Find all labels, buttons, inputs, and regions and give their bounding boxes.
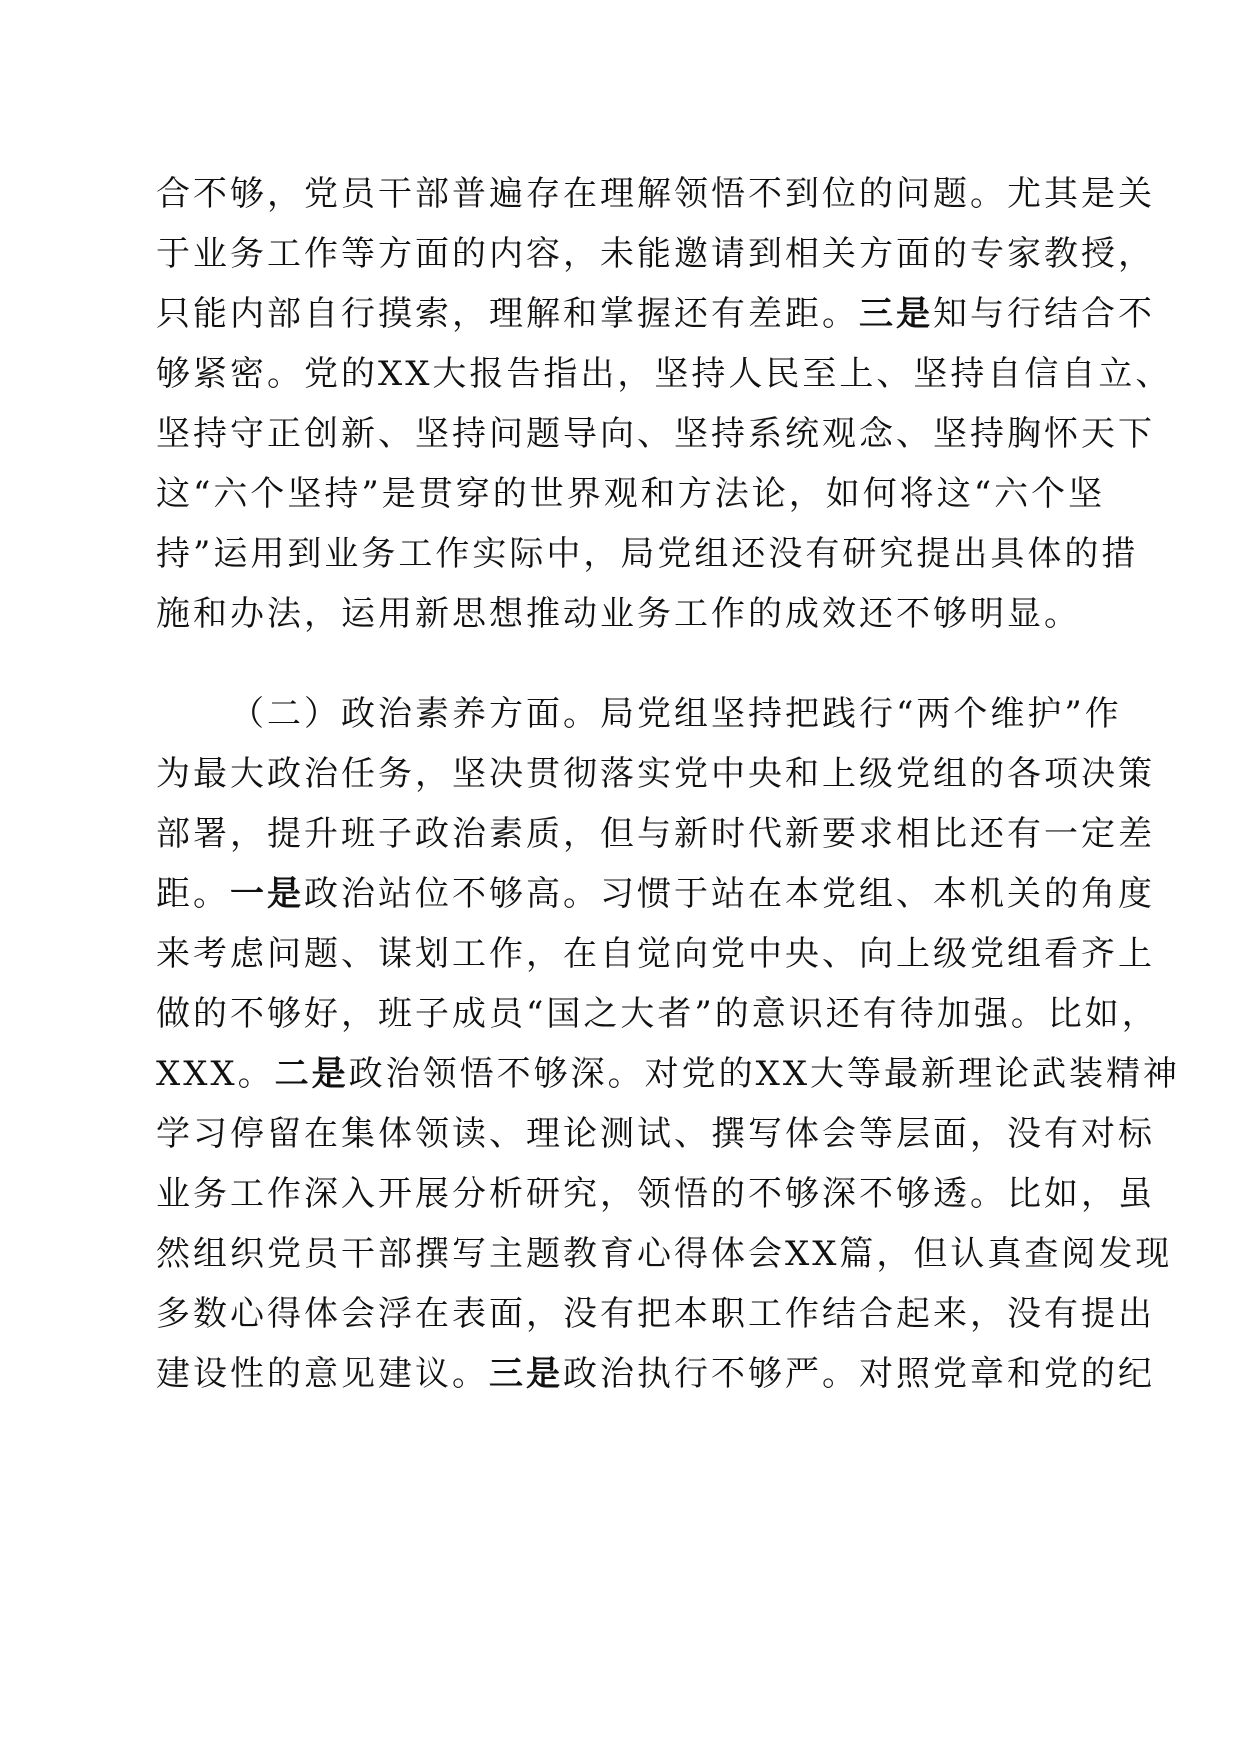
paragraph-1-line-8: 施和办法，运用新思想推动业务工作的成效还不够明显。 [156,594,1081,634]
paragraph-2-line-7 [156,1050,1181,1098]
paragraph-1-line-7: 持”运用到业务工作实际中，局党组还没有研究提出具体的措 [156,534,1139,574]
paragraph-2-line-2: 为最大政治任务，坚决贯彻落实党中央和上级党组的各项决策 [156,754,1155,794]
text-run: 只能内部自行摸索，理解和掌握还有差距。 [156,294,859,334]
paragraph-2-line-6: 做的不够好，班子成员“国之大者”的意识还有待加强。比如， [156,994,1159,1034]
paragraph-2-line-11: 多数心得体会浮在表面，没有把本职工作结合起来，没有提出 [156,1294,1155,1334]
paragraph-1-line-4: 够紧密。党的XX大报告指出，坚持人民至上、坚持自信自立、 [156,354,1173,394]
paragraph-1-line-3 [156,290,1155,338]
paragraph-1-line-1: 合不够，党员干部普遍存在理解领悟不到位的问题。尤其是关 [156,174,1155,214]
paragraph-2-line-9: 业务工作深入开展分析研究，领悟的不够深不够透。比如，虽 [156,1174,1155,1214]
text-run: 距。 [156,874,230,914]
text-run: 政治领悟不够深。对党的XX大等最新理论武装精神 [348,1054,1181,1094]
paragraph-1-line-6: 这“六个坚持”是贯穿的世界观和方法论，如何将这“六个坚 [156,474,1106,514]
paragraph-2-line-8: 学习停留在集体领读、理论测试、撰写体会等层面，没有对标 [156,1114,1155,1154]
text-run: 政治站位不够高。习惯于站在本党组、本机关的角度 [304,874,1155,914]
text-run: 知与行结合不 [933,294,1155,334]
bold-marker: 二是 [274,1054,349,1094]
paragraph-1-line-2: 于业务工作等方面的内容，未能邀请到相关方面的专家教授， [156,234,1155,274]
paragraph-2-line-12 [156,1350,1155,1398]
paragraph-2-line-5: 来考虑问题、谋划工作，在自觉向党中央、向上级党组看齐上 [156,934,1155,974]
text-run: 政治执行不够严。对照党章和党的纪 [563,1354,1155,1394]
bold-marker: 一是 [230,874,304,914]
text-run: 建设性的意见建议。 [156,1354,489,1394]
paragraph-2-line-1: （二）政治素养方面。局党组坚持把践行“两个维护”作 [230,694,1122,734]
bold-marker: 三是 [489,1354,563,1394]
bold-marker: 三是 [859,294,933,334]
text-run: XXX。 [156,1054,275,1094]
paragraph-2-line-10: 然组织党员干部撰写主题教育心得体会XX篇，但认真查阅发现 [156,1234,1173,1274]
paragraph-1-line-5: 坚持守正创新、坚持问题导向、坚持系统观念、坚持胸怀天下 [156,414,1155,454]
paragraph-2-line-4 [156,870,1155,918]
paragraph-2-line-3: 部署，提升班子政治素质，但与新时代新要求相比还有一定差 [156,814,1155,854]
